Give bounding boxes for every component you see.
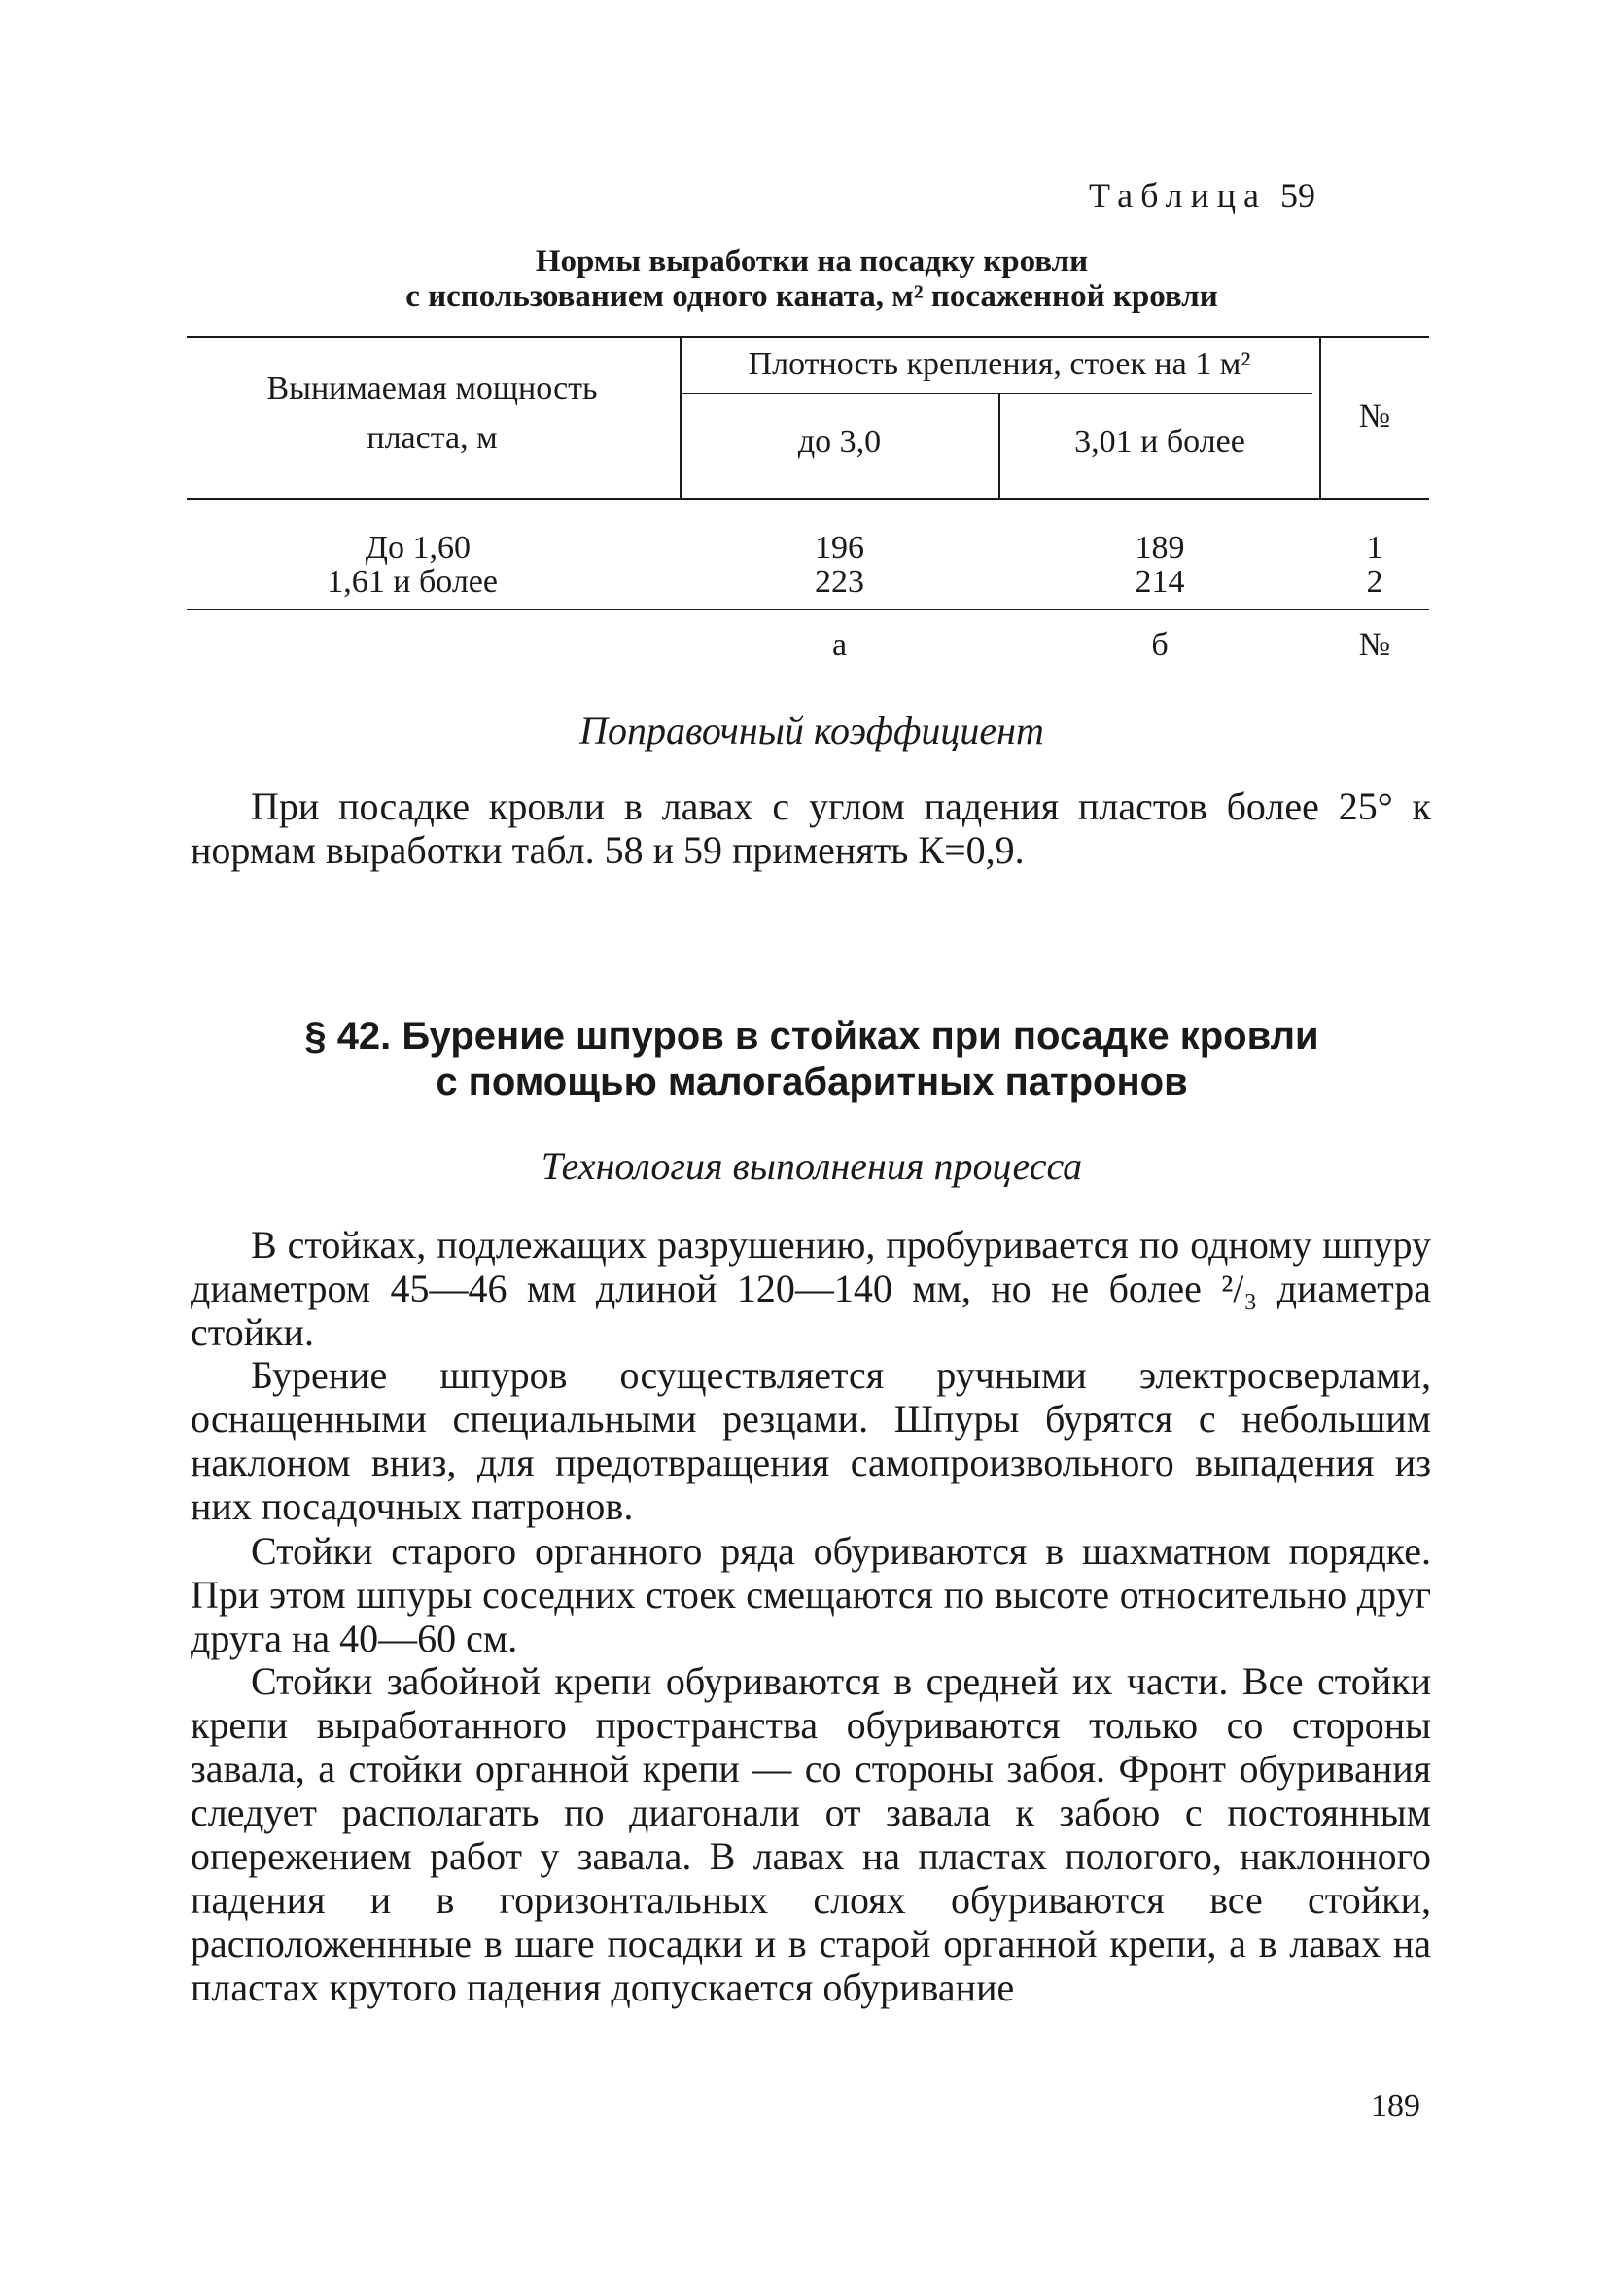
paragraph-4 <box>191 1659 1431 2009</box>
footer-b: б <box>1151 627 1169 663</box>
correction-text <box>191 784 1431 872</box>
paragraph-1-text: В стойках, подлежащих разрушению, пробуривается по одному шпуру диаметром 45—46 мм длиной 120—140 мм, но не более ²/₃ диаметра стойки. <box>191 1223 1431 1354</box>
table-title-line1: Нормы выработки на посадку кровли <box>535 244 1089 279</box>
paragraph-3-text: Стойки старого органного ряда обуриваются в шахматном порядке. При этом шпуры соседних стоек смещаются по высоте относительно друг друга на 40—60 см. <box>191 1529 1431 1660</box>
footer-number: № <box>1358 627 1391 663</box>
header-density-sub1: до 3,0 <box>797 424 882 460</box>
section-title-line1: § 42. Бурение шпуров в стойках при посадке кровли <box>304 1015 1319 1058</box>
row1-number: 1 <box>1366 530 1383 566</box>
section-subheading: Технология выполнения процесса <box>541 1144 1083 1188</box>
paragraph-2 <box>191 1353 1431 1528</box>
row1-thickness: До 1,60 <box>365 530 471 566</box>
paragraph-1 <box>191 1223 1431 1354</box>
row1-a: 196 <box>815 530 864 566</box>
table-header-bottom-rule <box>187 498 1429 500</box>
row2-b: 214 <box>1135 564 1185 600</box>
header-number: № <box>1358 399 1391 435</box>
correction-heading: Поправочный коэффициент <box>579 709 1044 752</box>
section-title-line2: с помощью малогабаритных патронов <box>436 1061 1188 1103</box>
paragraph-4-text: Стойки забойной крепи обуриваются в средней их части. Все стойки крепи выработанного пространства обуриваются только со стороны завала, а стойки органной крепи — со стороны забоя. Фронт обуривания следует располагать по диагонали от завала к забою с постоянным опережением работ у завала. В лавах на пластах пологого, наклонного падения и в горизонтальных слоях обуриваются все стойки, расположеннные в шаге посадки и в старой органной крепи, а в лавах на пластах крутого падения допускается обуривание <box>191 1659 1431 2009</box>
table-group-rule <box>681 393 1312 394</box>
paragraph-3 <box>191 1529 1431 1660</box>
footer-a: а <box>831 627 848 663</box>
header-density-sub2: 3,01 и более <box>1074 424 1245 460</box>
table-body-bottom-rule <box>187 609 1429 610</box>
row2-number: 2 <box>1366 564 1383 600</box>
table-label-text: Таблица <box>1089 176 1267 215</box>
row2-a: 223 <box>815 564 864 600</box>
table-label <box>1089 175 1315 216</box>
row1-b: 189 <box>1135 530 1185 566</box>
header-thickness-line2: пласта, м <box>367 420 498 456</box>
page-number: 189 <box>1371 2088 1420 2124</box>
correction-text-body: При посадке кровли в лавах с углом падения пластов более 25° к нормам выработки табл. 58 и 59 применять К=0,9. <box>191 784 1431 872</box>
table-top-rule <box>187 336 1429 338</box>
row2-thickness: 1,61 и более <box>327 564 498 600</box>
header-density-group: Плотность крепления, стоек на 1 м² <box>748 346 1251 382</box>
paragraph-2-text: Бурение шпуров осуществляется ручными электросверлами, оснащенными специальными резцами. Шпуры бурятся с небольшим наклоном вниз, для предотвращения самопроизвольного выпадения из них посадочных патронов. <box>191 1353 1431 1528</box>
table-number: 59 <box>1279 176 1315 215</box>
header-thickness-line1: Вынимаемая мощность <box>266 370 598 406</box>
table-title-line2: с использованием одного каната, м² посаженной кровли <box>405 279 1218 314</box>
